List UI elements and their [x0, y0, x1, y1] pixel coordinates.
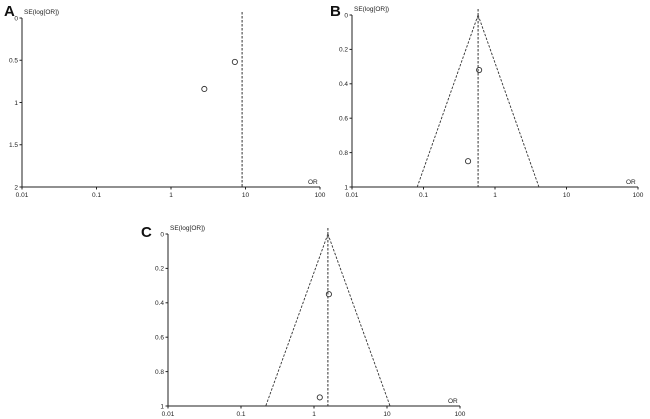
x-tick-label-a: 0.1	[91, 192, 102, 199]
x-tick-label-b: 1	[493, 192, 497, 199]
x-tick-label-a: 100	[314, 192, 326, 199]
x-tick-label-c: 0.1	[236, 411, 246, 418]
study-point-c	[326, 292, 331, 297]
y-tick-label-b: 0.8	[338, 149, 348, 157]
x-axis-title-b: OR	[626, 179, 636, 186]
panel-letter-c: C	[141, 224, 152, 241]
funnel-left-limit-b	[417, 15, 478, 187]
x-tick-label-b: 0.01	[345, 192, 359, 199]
x-tick-label-b: 10	[562, 192, 571, 199]
y-axis-title-a: SE(log[OR])	[24, 9, 60, 16]
study-point-c	[317, 395, 322, 400]
y-tick-label-b: 0.6	[338, 115, 348, 123]
y-tick-label-c: 0.8	[154, 368, 164, 376]
x-tick-label-c: 100	[454, 411, 466, 418]
y-tick-label-a: 0	[14, 15, 18, 23]
study-point-a	[202, 86, 207, 91]
funnel-right-limit-c	[328, 234, 390, 406]
y-tick-label-a: 1.5	[8, 142, 18, 150]
y-tick-label-a: 2	[14, 184, 18, 192]
y-tick-label-b: 0.2	[338, 46, 348, 54]
funnel-plot-b	[330, 3, 644, 199]
y-tick-label-c: 0.4	[154, 300, 164, 308]
funnel-plot-a	[4, 3, 326, 199]
x-axis-title-a: OR	[308, 179, 318, 186]
funnel-right-limit-b	[478, 15, 539, 187]
x-tick-label-c: 10	[383, 411, 391, 418]
study-point-a	[232, 59, 237, 64]
y-axis-title-c: SE(log[OR])	[170, 225, 206, 232]
funnel-left-limit-c	[266, 234, 328, 406]
y-tick-label-a: 0.5	[8, 57, 18, 65]
y-tick-label-b: 0	[344, 12, 348, 20]
y-tick-label-b: 0.4	[338, 81, 348, 89]
y-tick-label-c: 0.2	[154, 265, 164, 273]
y-tick-label-c: 0.6	[154, 334, 164, 342]
x-tick-label-b: 100	[632, 192, 644, 199]
y-tick-label-c: 1	[160, 403, 164, 411]
x-tick-label-a: 1	[169, 192, 173, 199]
x-axis-title-c: OR	[448, 398, 458, 405]
panel-letter-a: A	[4, 3, 15, 20]
y-tick-label-c: 0	[160, 231, 164, 239]
y-tick-label-b: 1	[344, 184, 348, 192]
panel-letter-b: B	[330, 3, 341, 20]
y-axis-title-b: SE(log[OR])	[354, 6, 390, 13]
x-tick-label-a: 0.01	[15, 192, 29, 199]
x-tick-label-c: 1	[312, 411, 316, 418]
x-tick-label-c: 0.01	[161, 411, 175, 418]
x-tick-label-a: 10	[241, 192, 250, 199]
study-point-b	[465, 159, 470, 164]
study-point-b	[477, 67, 482, 72]
y-tick-label-a: 1	[14, 99, 18, 107]
funnel-plot-c	[141, 224, 466, 418]
x-tick-label-b: 0.1	[418, 192, 429, 199]
